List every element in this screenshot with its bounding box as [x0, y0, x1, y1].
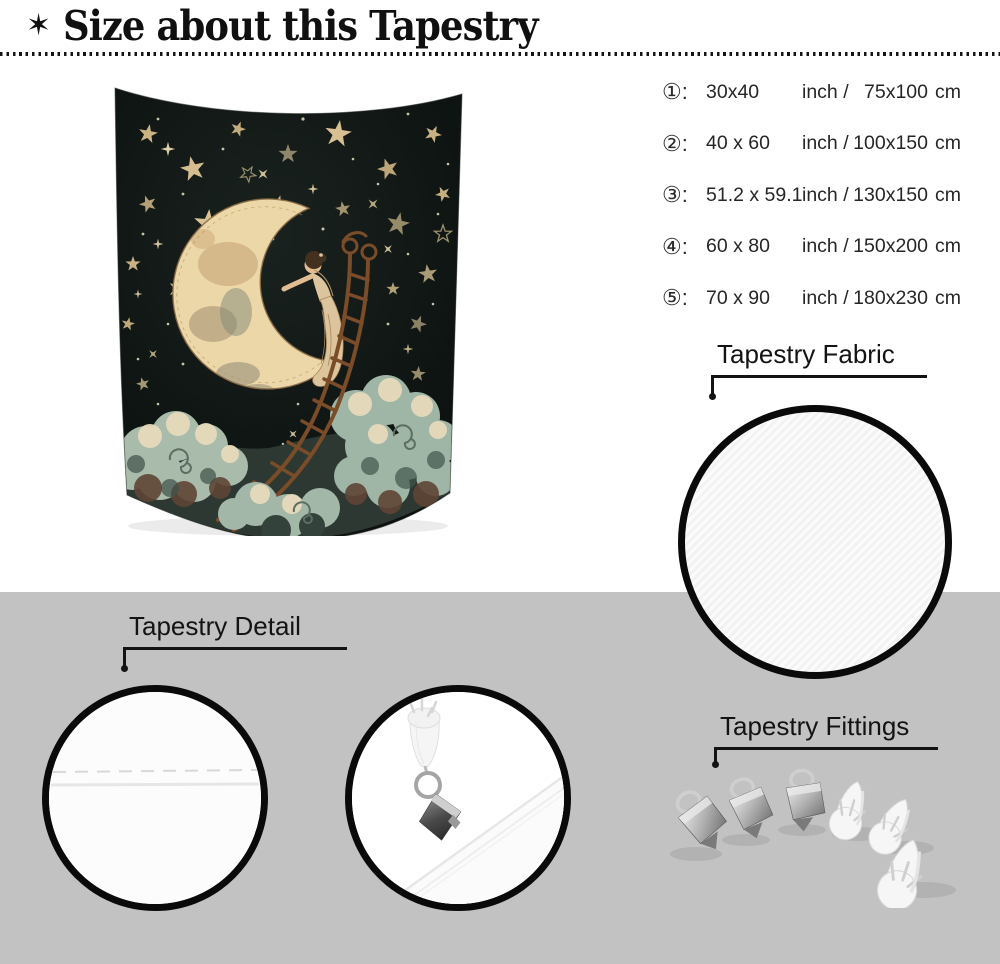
size-row-1 [662, 79, 982, 105]
curtain-clip [724, 774, 777, 843]
size-index: ④: [662, 233, 688, 259]
leader-line [714, 747, 717, 763]
fittings-section-label [714, 711, 938, 750]
cm-unit-label: cm [935, 286, 961, 309]
hook-and-clip-detail [352, 692, 564, 904]
curtain-clip [669, 782, 736, 857]
size-index: ⑤: [662, 285, 688, 310]
size-row-2 [662, 131, 982, 157]
star-icon: ✶ [26, 9, 52, 42]
cm-unit-label: cm [935, 132, 961, 154]
size-row-4 [662, 234, 982, 260]
size-row-5 [662, 285, 982, 311]
size-index: ②: [662, 130, 688, 156]
detail-label-text: Tapestry Detail [129, 611, 301, 641]
size-cm-value: 130x150 [853, 183, 928, 206]
size-cm-value: 150x200 [853, 235, 928, 257]
page-header [26, 2, 591, 50]
size-index: ①: [662, 79, 688, 104]
size-list [662, 79, 982, 337]
inch-unit-label: inch / [802, 286, 849, 309]
inch-unit-label: inch / [802, 235, 849, 257]
size-inch-value: 70 x 90 [706, 286, 770, 309]
fabric-swatch-circle [678, 405, 952, 679]
size-cm-value: 100x150 [853, 132, 928, 154]
inch-unit-label: inch / [802, 132, 849, 154]
tapestry-product-image [88, 74, 490, 536]
inch-unit-label: inch / [802, 80, 849, 103]
stitched-hem-detail [49, 692, 261, 904]
size-inch-value: 60 x 80 [706, 235, 770, 257]
cm-unit-label: cm [935, 80, 961, 103]
page-title: Size about this Tapestry [63, 2, 538, 50]
hook-clip-detail-circle [345, 685, 571, 911]
leader-line [123, 647, 126, 667]
size-cm-value: 75x100 [864, 80, 928, 103]
cm-unit-label: cm [935, 183, 961, 206]
size-cm-value: 180x230 [853, 286, 928, 309]
cm-unit-label: cm [935, 235, 961, 257]
leader-line [711, 375, 714, 395]
size-index: ③: [662, 182, 688, 207]
detail-section-label [123, 611, 347, 650]
size-inch-value: 30x40 [706, 80, 760, 103]
size-inch-value: 51.2 x 59.1 [706, 183, 803, 206]
curtain-clip [786, 770, 826, 832]
dotted-divider [0, 52, 1000, 56]
detail-stitch-circle [42, 685, 268, 911]
fabric-section-label [711, 339, 927, 378]
fittings-label-text: Tapestry Fittings [720, 711, 910, 741]
size-row-3 [662, 182, 982, 208]
inch-unit-label: inch / [802, 183, 849, 206]
size-inch-value: 40 x 60 [706, 132, 770, 154]
fabric-label-text: Tapestry Fabric [717, 339, 895, 369]
fittings-image [648, 768, 992, 908]
